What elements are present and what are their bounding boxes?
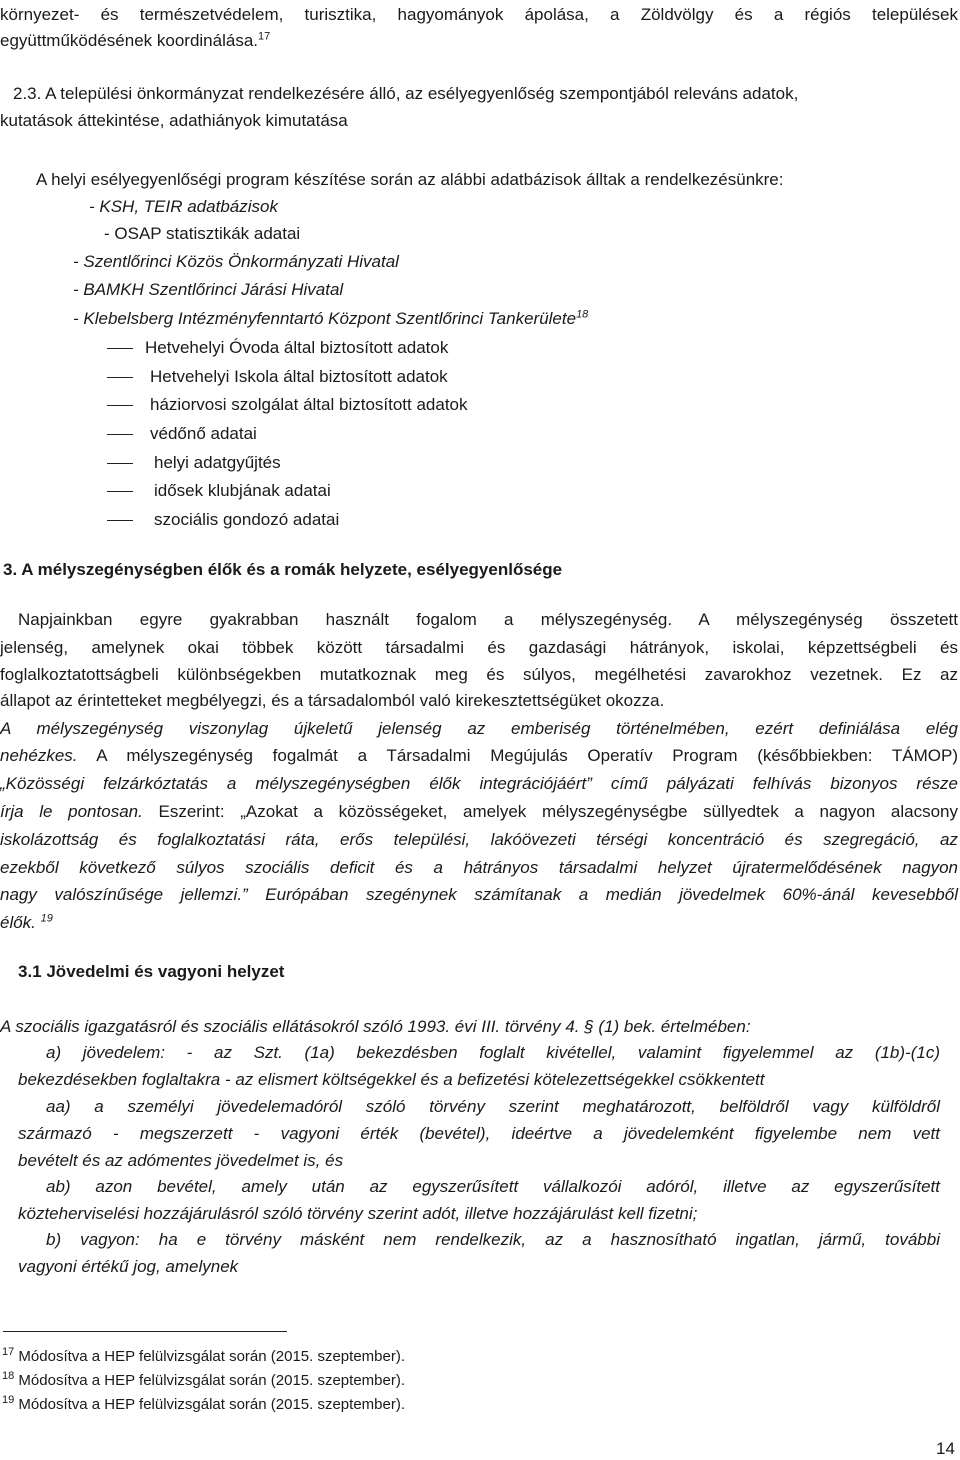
paragraph-line: Napjainkban egyre gyakrabban használt fogalom a mélyszegénység. A mélyszegénység összetett: [18, 610, 958, 629]
paragraph-line: nehézkes. A mélyszegénység fogalmát a Társadalmi Megújulás Operatív Program (későbbiekben: TÁMOP): [0, 746, 958, 765]
definition-line: aa) a személyi jövedelemadóról szóló törvény szerint meghatározott, belföldről vagy külföldről: [46, 1097, 940, 1116]
paragraph-line: „Közösségi felzárkóztatás a mélyszegénységben élők integrációjáért” című pályázati felhívás bizonyos része: [0, 774, 958, 793]
paragraph-line: állapot az érintetteket megbélyegzi, és a társadalomból való kirekesztettségüket okozza.: [0, 691, 665, 710]
definition-line: vagyoni értékű jog, amelynek: [18, 1257, 239, 1276]
paragraph-line: írja le pontosan. Eszerint: „Azokat a közösségeket, amelyek mélyszegénységbe süllyedtek a nagyon alacsony: [0, 802, 958, 821]
source-item: - BAMKH Szentlőrinci Járási Hivatal: [73, 280, 344, 299]
footnote-ref-17: 17: [258, 30, 271, 43]
dash-list-item: háziorvosi szolgálat által biztosított adatok: [150, 395, 468, 414]
paragraph-line: foglalkoztatottságbeli különbségekben mutatkoznak meg és súlyos, megélhetési zavarokhoz vezetnek. Ez az: [0, 665, 958, 684]
footnote: $^{19}$ Módosítva a HEP felülvizsgálat során (2015. szeptember).: [2, 1394, 406, 1413]
intro-line-2: együttműködésének koordinálása.$^{17}$: [0, 30, 271, 50]
dash-bullet: [107, 463, 133, 464]
footnote: $^{18}$ Módosítva a HEP felülvizsgálat során (2015. szeptember).: [2, 1370, 406, 1389]
dash-bullet: [107, 377, 133, 378]
source-item: - Szentlőrinci Közös Önkormányzati Hivatal: [73, 252, 399, 271]
paragraph-line: A mélyszegénység viszonylag újkeletű jelenség az emberiség történelmében, ezért definiálása elég: [0, 719, 958, 738]
paragraph-line: jelenség, amelynek okai többek között társadalmi és gazdasági hátrányok, iskolai, képzettségbeli és: [0, 638, 958, 657]
section-2-3-title-1: 2.3. A települési önkormányzat rendelkezésére álló, az esélyegyenlőség szempontjából releváns adatok,: [13, 84, 799, 103]
dash-bullet: [107, 434, 133, 435]
definition-line: b) vagyon: ha e törvény másként nem rendelkezik, az a hasznosítható ingatlan, jármű, további: [46, 1230, 940, 1249]
dash-list-item: Hetvehelyi Iskola által biztosított adatok: [150, 367, 448, 386]
definition-line: bevételt és az adómentes jövedelmet is, és: [18, 1151, 344, 1170]
dash-list-item: védőnő adatai: [150, 424, 257, 443]
data-sources-intro: A helyi esélyegyenlőségi program készítése során az alábbi adatbázisok álltak a rendelkezésünkre:: [36, 170, 784, 189]
page-number: 14: [936, 1439, 955, 1458]
definition-line: származó - megszerzett - vagyoni érték (bevétel), ideértve a jövedelemként figyelembe nem vett: [18, 1124, 940, 1143]
paragraph-line: iskolázottság és foglalkoztatási ráta, erős települési, lakóövezeti térségi koncentráció és szegregáció, az: [0, 830, 958, 849]
source-item: - OSAP statisztikák adatai: [104, 224, 301, 243]
section-3-title: 3. A mélyszegénységben élők és a romák helyzete, esélyegyenlősége: [3, 560, 563, 579]
definition-line: közteherviselési hozzájárulásról szóló törvény szerint adót, illetve hozzájárulást kell fizetni;: [18, 1204, 698, 1223]
paragraph-line: élők. $^{19}$: [0, 912, 53, 932]
section-2-3-title-2: kutatások áttekintése, adathiányok kimutatása: [0, 111, 348, 130]
definition-line: bekezdésekben foglaltakra - az elismert költségekkel és a befizetési kötelezettségekkel csökkentett: [18, 1070, 765, 1089]
source-item: - Klebelsberg Intézményfenntartó Központ Szentlőrinci Tankerülete$^{18}$: [73, 308, 589, 328]
dash-list-item: Hetvehelyi Óvoda által biztosított adatok: [145, 338, 449, 357]
dash-bullet: [107, 491, 133, 492]
source-item: - KSH, TEIR adatbázisok: [89, 197, 278, 216]
footnote-separator: [3, 1331, 287, 1332]
dash-bullet: [107, 348, 133, 349]
footnote-ref-19: 19: [40, 912, 53, 925]
footnote: $^{17}$ Módosítva a HEP felülvizsgálat során (2015. szeptember).: [2, 1346, 406, 1365]
footnote-ref-18: 18: [576, 308, 589, 321]
dash-list-item: helyi adatgyűjtés: [154, 453, 281, 472]
dash-bullet: [107, 405, 133, 406]
section-3-1-title: 3.1 Jövedelmi és vagyoni helyzet: [18, 962, 285, 981]
intro-line-1: környezet- és természetvédelem, turisztika, hagyományok ápolása, a Zöldvölgy és a régiós települések: [0, 5, 958, 24]
paragraph-line: nagy valószínűsége jellemzi.” Európában szegénynek számítanak a medián jövedelmek 60%-ánál kevesebből: [0, 885, 958, 904]
definition-line: a) jövedelem: - az Szt. (1a) bekezdésben foglalt kivétellel, valamint figyelemmel az (1b)-(1c): [46, 1043, 940, 1062]
paragraph-line: ezekből következő súlyos szociális deficit és a hátrányos társadalmi helyzet újratermelődésének nagyon: [0, 858, 958, 877]
dash-bullet: [107, 520, 133, 521]
dash-list-item: szociális gondozó adatai: [154, 510, 340, 529]
law-reference: A szociális igazgatásról és szociális ellátásokról szóló 1993. évi III. törvény 4. § (1) bek. értelmében:: [0, 1017, 751, 1036]
definition-line: ab) azon bevétel, amely után az egyszerűsített vállalkozói adóról, illetve az egyszerűsített: [46, 1177, 940, 1196]
dash-list-item: idősek klubjának adatai: [154, 481, 331, 500]
